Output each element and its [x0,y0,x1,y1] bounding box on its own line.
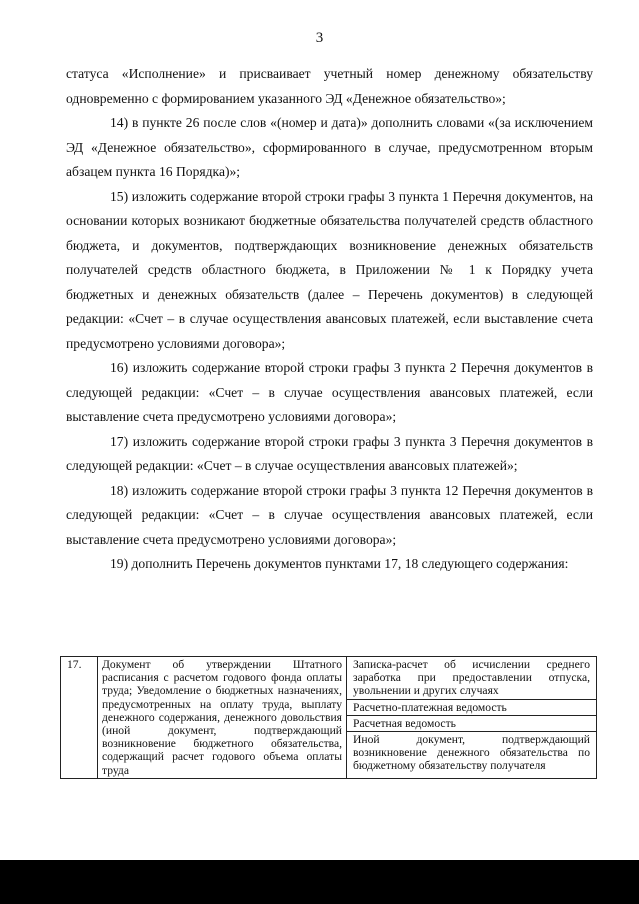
paragraph-item-16: 16) изложить содержание второй строки графы 3 пункта 2 Перечня документов в следующей редакции: «Счет – в случае осуществления авансовых платежей, если выставление счета предусмотрено условиями договора»; [66,360,593,424]
paragraph-continuation: статуса «Исполнение» и присваивает учетный номер денежному обязательству одновременно с формированием указанного ЭД «Денежное обязательство»; [66,66,593,106]
page-number: 3 [315,30,324,46]
table-row [61,657,597,779]
paragraph-item-19: 19) дополнить Перечень документов пунктами 17, 18 следующего содержания: [110,556,569,571]
paragraph-item-18: 18) изложить содержание второй строки графы 3 пункта 12 Перечня документов в следующей редакции: «Счет – в случае осуществления авансовых платежей, если выставление счета предусмотрено условиями договора»; [66,482,593,547]
row-documents-cell [347,657,597,779]
document-item: Иной документ, подтверждающий возникновение денежного обязательства по бюджетному обязательству получателя [353,733,590,773]
document-body [66,62,593,577]
document-item: Расчетная ведомость [347,716,596,732]
paragraph-item-15: 15) изложить содержание второй строки графы 3 пункта 1 Перечня документов, на основании которых возникают бюджетные обязательства получателей средств областного бюджета, и документов, подтверждающих возникновение денежных обязательств получателей средств областного бюджета, в Приложении № 1 к Порядку учета бюджетных и денежных обязательств (далее – Перечень документов) в следующей редакции: «Счет – в случае осуществления авансовых платежей, если выставление счета предусмотрено условиями договора»; [66,188,593,351]
paragraph-item-17: 17) изложить содержание второй строки графы 3 пункта 3 Перечня документов в следующей редакции: «Счет – в случае осуществления авансовых платежей»; [66,433,593,473]
row-number-cell: 17. [61,657,98,779]
documents-table [60,656,597,779]
scan-border-bar [0,860,639,904]
paragraph-item-14: 14) в пункте 26 после слов «(номер и дата)» дополнить словами «(за исключением ЭД «Денежное обязательство», сформированного в случае, предусмотренном вторым абзацем пункта 16 Порядка)»; [66,115,593,179]
row-description-cell: Документ об утверждении Штатного расписания с расчетом годового фонда оплаты труда; Уведомление о бюджетных назначениях, предусмотренных на оплату труда, выплату денежного содержания, денежного довольствия (иной документ, подтверждающий возникновение бюджетного обязательства, содержащий расчет годового объема оплаты труда [98,657,347,779]
document-item: Записка-расчет об исчислении среднего заработка при предоставлении отпуска, увольнении и других случаях [347,657,596,700]
document-item: Расчетно-платежная ведомость [347,700,596,716]
